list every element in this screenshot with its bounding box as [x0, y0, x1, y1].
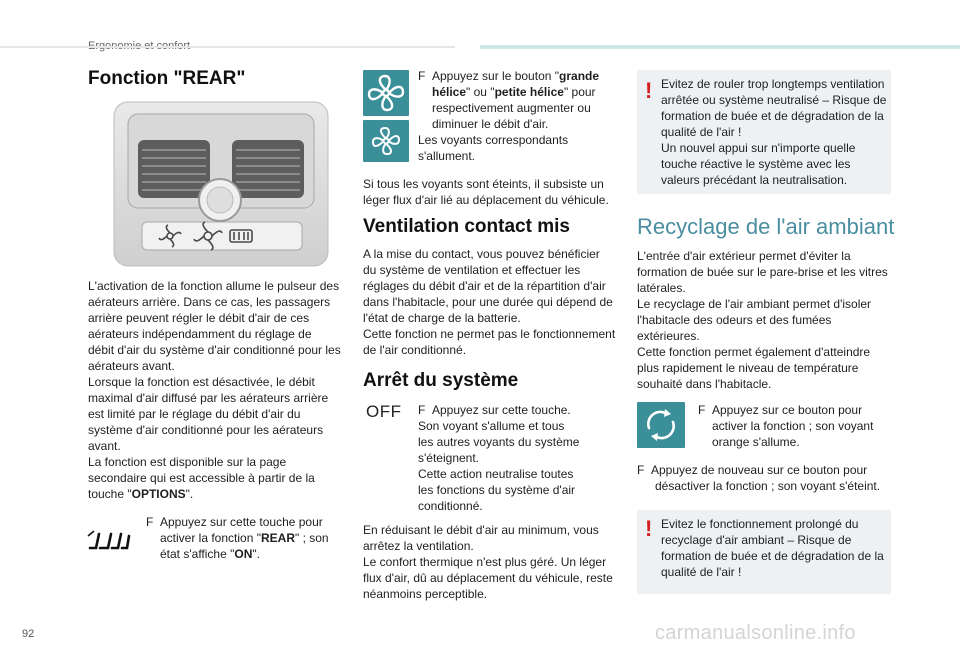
bullet-marker: F — [418, 69, 426, 83]
rear-vent-panel-illustration — [112, 100, 330, 268]
bullet-marker: F — [418, 403, 426, 417]
text-line: est limité par le réglage du débit d'air du — [88, 407, 301, 421]
text-line: aérateurs avant. — [88, 359, 175, 373]
recycle-step: F Appuyez sur ce bouton pour activer la fonction ; son voyant orange s'allume. — [698, 403, 874, 449]
air-recycling-description: L'entrée d'air extérieur permet d'éviter la formation de buée sur le pare-brise et les vitres latérales. Le recyclage de l'air ambiant permet d'isoler l'habitacle des odeurs et des fumées extérieures. Cette fonction permet également d'atteindre plus rapidement le niveau de température souhaité dans l'habitacle. — [637, 249, 888, 391]
small-fan-icon — [363, 120, 409, 162]
text-line: débit d'air du système d'air conditionné pour les — [88, 343, 341, 357]
rear-function-title: Fonction "REAR" — [88, 68, 246, 89]
header-accent-rule — [480, 45, 960, 49]
fan-step: F Appuyez sur le bouton "grande hélice" ou "petite hélice" pour respectivement augmenter ou diminuer le débit d'air. — [418, 69, 600, 131]
warning-icon: ! — [645, 78, 653, 103]
air-recirculation-icon — [637, 402, 685, 448]
watermark: carmanualsonline.info — [655, 622, 856, 644]
fan-indicator-note: Les voyants correspondants s'allument. — [418, 133, 569, 163]
text-line: avant. — [88, 439, 121, 453]
fan-off-note: Si tous les voyants sont éteints, il subsiste un léger flux d'air lié au déplacement du véhicule. — [363, 177, 609, 207]
text-line: touche "OPTIONS". — [88, 487, 194, 501]
air-recycling-title: Recyclage de l'air ambiant — [637, 214, 895, 239]
recycle-off-step: F Appuyez de nouveau sur ce bouton pour désactiver la fonction ; son voyant s'éteint. — [637, 463, 881, 493]
warning-box-ventilation: ! Evitez de rouler trop longtemps ventilation arrêtée ou système neutralisé – Risque de formation de buée et de dégradation de la qualité de l'air ! Un nouvel appui sur n'importe quelle touche réactive le système avec les valeurs précédant la neutralisation. — [637, 70, 891, 194]
text-line: L'activation de la fonction allume le pulseur des — [88, 279, 340, 293]
rear-function-description — [88, 278, 348, 502]
stop-step: F Appuyez sur cette touche. Son voyant s'allume et tous les autres voyants du système s'éteignent. Cette action neutralise toutes les fonctions du système d'air conditionné. — [418, 403, 580, 513]
rear-step: F Appuyez sur cette touche pour activer la fonction "REAR" ; son état s'affiche "ON". — [146, 515, 329, 561]
bullet-marker: F — [637, 463, 645, 477]
large-fan-icon — [363, 70, 409, 116]
stop-description: En réduisant le débit d'air au minimum, vous arrêtez la ventilation. Le confort thermique n'est plus géré. Un léger flux d'air, dû au déplacement du véhicule, reste néanmoins perceptible. — [363, 523, 613, 601]
header-rule — [0, 46, 455, 48]
text-line: système d'air conditionné pour les aérateurs — [88, 423, 324, 437]
text-line: La fonction est disponible sur la page — [88, 455, 287, 469]
text-line: aérateurs indépendamment du réglage de — [88, 327, 312, 341]
text-line: arrière peuvent régler le débit d'air de ces — [88, 311, 310, 325]
bullet-marker: F — [698, 403, 706, 417]
rear-seat-icon — [86, 526, 132, 554]
ventilation-description: A la mise du contact, vous pouvez bénéficier du système de ventilation et effectuer les réglages du débit d'air et de la répartition d'air dans l'habitacle, pour une durée qui dépend de l'état de charge de la batterie. Cette fonction ne permet pas le fonctionnement de l'air conditionné. — [363, 247, 616, 357]
text-line: maximal d'air diffusé par les aérateurs arrière — [88, 391, 329, 405]
text-line: Lorsque la fonction est désactivée, le débit — [88, 375, 315, 389]
warning-icon: ! — [645, 516, 653, 541]
ventilation-title: Ventilation contact mis — [363, 216, 570, 237]
text-line: secondaire qui est accessible à partir de la — [88, 471, 315, 485]
options-key-label: OPTIONS — [131, 487, 186, 501]
warning-box-recycling: ! Evitez le fonctionnement prolongé du recyclage d'air ambiant – Risque de formation de buée et de dégradation de la qualité de l'air ! — [637, 510, 891, 594]
text-line: aérateurs arrière. Dans ce cas, les passagers — [88, 295, 331, 309]
bullet-marker: F — [146, 515, 154, 529]
off-button-label: OFF — [366, 402, 402, 421]
page-number: 92 — [22, 628, 35, 640]
system-stop-title: Arrêt du système — [363, 370, 519, 391]
